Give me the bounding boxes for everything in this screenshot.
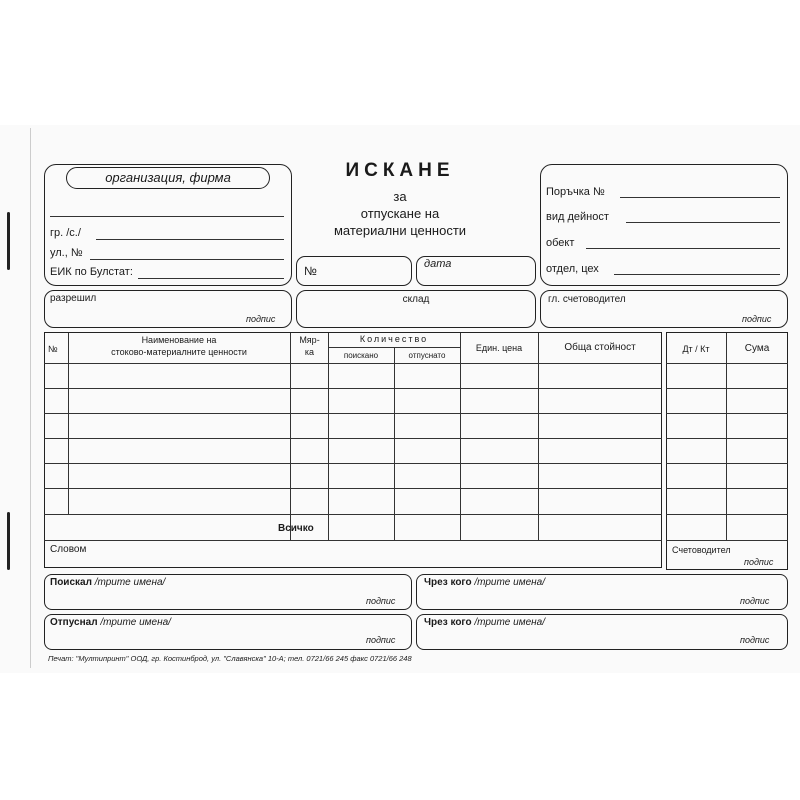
col-total-header: Обща стойност: [564, 342, 636, 353]
col-divider: [290, 333, 291, 540]
released-label: Отпуснал: [50, 617, 98, 628]
street-label: ул., №: [50, 247, 83, 259]
object-label: обект: [546, 237, 575, 249]
row-divider: [44, 438, 662, 439]
city-label: гр. /с./: [50, 227, 81, 239]
order-line[interactable]: [620, 197, 780, 198]
warehouse-label: склад: [402, 294, 430, 305]
row-divider: [666, 388, 788, 389]
col-qty-header: Количество: [359, 334, 429, 344]
col-name-header: Наименование на стоково-материалните ценности: [111, 335, 247, 357]
col-divider: [328, 333, 329, 540]
eik-label: ЕИК по Булстат:: [50, 266, 133, 278]
via-label-1: Чрез кого: [424, 577, 472, 588]
activity-line[interactable]: [626, 222, 780, 223]
via-hint-2: /трите имена/: [474, 617, 545, 628]
order-label: Поръчка №: [546, 186, 605, 198]
form-title: ИСКАНЕ: [345, 160, 455, 181]
org-name-line[interactable]: [50, 216, 284, 217]
row-divider: [44, 388, 662, 389]
organization-label: организация, фирма: [66, 167, 270, 189]
requested-sign-label: подпис: [366, 596, 396, 606]
via-label-2: Чрез кого: [424, 617, 472, 628]
eik-line[interactable]: [138, 278, 284, 279]
released-hint: /трите имена/: [100, 617, 171, 628]
perforation-line: [30, 128, 31, 668]
row-divider: [666, 514, 788, 515]
col-divider: [726, 333, 727, 540]
activity-label: вид дейност: [546, 211, 609, 223]
row-divider: [666, 463, 788, 464]
allowed-label: разрешил: [50, 293, 97, 304]
requested-hint: /трите имена/: [94, 577, 166, 588]
col-released-header: отпуснато: [408, 351, 446, 360]
form-subtitle-3: материални ценности: [333, 223, 467, 238]
chief-accountant-sign-label: подпис: [742, 314, 772, 324]
col-dtkt-header: Дт / Кт: [682, 344, 710, 354]
col-divider: [460, 333, 461, 540]
released-sign-label: подпис: [366, 635, 396, 645]
form-subtitle-2: отпускане на: [360, 206, 440, 221]
col-requested-header: поискано: [343, 351, 379, 360]
col-no-header: №: [48, 344, 58, 354]
dept-line[interactable]: [614, 274, 780, 275]
via-line-1: [424, 577, 545, 588]
chief-accountant-label: гл. счетоводител: [548, 294, 626, 305]
accountant-label: Счетоводител: [672, 545, 731, 555]
in-words-label: Словом: [50, 544, 87, 555]
date-label: дата: [424, 258, 452, 270]
city-line[interactable]: [96, 239, 284, 240]
col-divider: [394, 347, 395, 540]
row-divider: [44, 463, 662, 464]
object-line[interactable]: [586, 248, 780, 249]
accountant-sign-label: подпис: [744, 557, 774, 567]
row-divider: [44, 540, 662, 541]
street-line[interactable]: [90, 259, 284, 260]
form-subtitle-1: за: [393, 189, 407, 204]
via-hint-1: /трите имена/: [474, 577, 545, 588]
items-table: [44, 332, 662, 568]
header-divider: [44, 363, 662, 364]
binding-ring-bottom: [7, 512, 10, 570]
row-divider: [666, 540, 788, 541]
dept-label: отдел, цех: [546, 263, 599, 275]
row-divider: [666, 488, 788, 489]
allowed-sign-label: подпис: [246, 314, 276, 324]
row-divider: [44, 514, 662, 515]
requested-label: Поискал: [50, 577, 92, 588]
row-divider: [666, 413, 788, 414]
row-divider: [666, 363, 788, 364]
col-divider: [538, 333, 539, 540]
col-unit-header: Мяр- ка: [299, 335, 320, 357]
accounting-table: [666, 332, 788, 570]
requested-line: [50, 577, 165, 588]
row-divider: [44, 488, 662, 489]
via-line-2: [424, 617, 545, 628]
via-sign-label-1: подпис: [740, 596, 770, 606]
number-label: №: [304, 264, 317, 278]
row-divider: [666, 438, 788, 439]
row-divider: [44, 413, 662, 414]
col-sum-header: Сума: [744, 343, 770, 354]
printer-info: Печат: "Мултипринт" ООД, гр. Костинброд, ул. "Славянска" 10-А; тел. 0721/66 245 факс 0721/66 248: [48, 654, 412, 663]
binding-ring-top: [7, 212, 10, 270]
col-unit-price-header: Един. цена: [475, 343, 523, 353]
via-sign-label-2: подпис: [740, 635, 770, 645]
total-label: Всичко: [278, 523, 314, 534]
qty-header-divider: [328, 347, 460, 348]
released-line: [50, 617, 171, 628]
